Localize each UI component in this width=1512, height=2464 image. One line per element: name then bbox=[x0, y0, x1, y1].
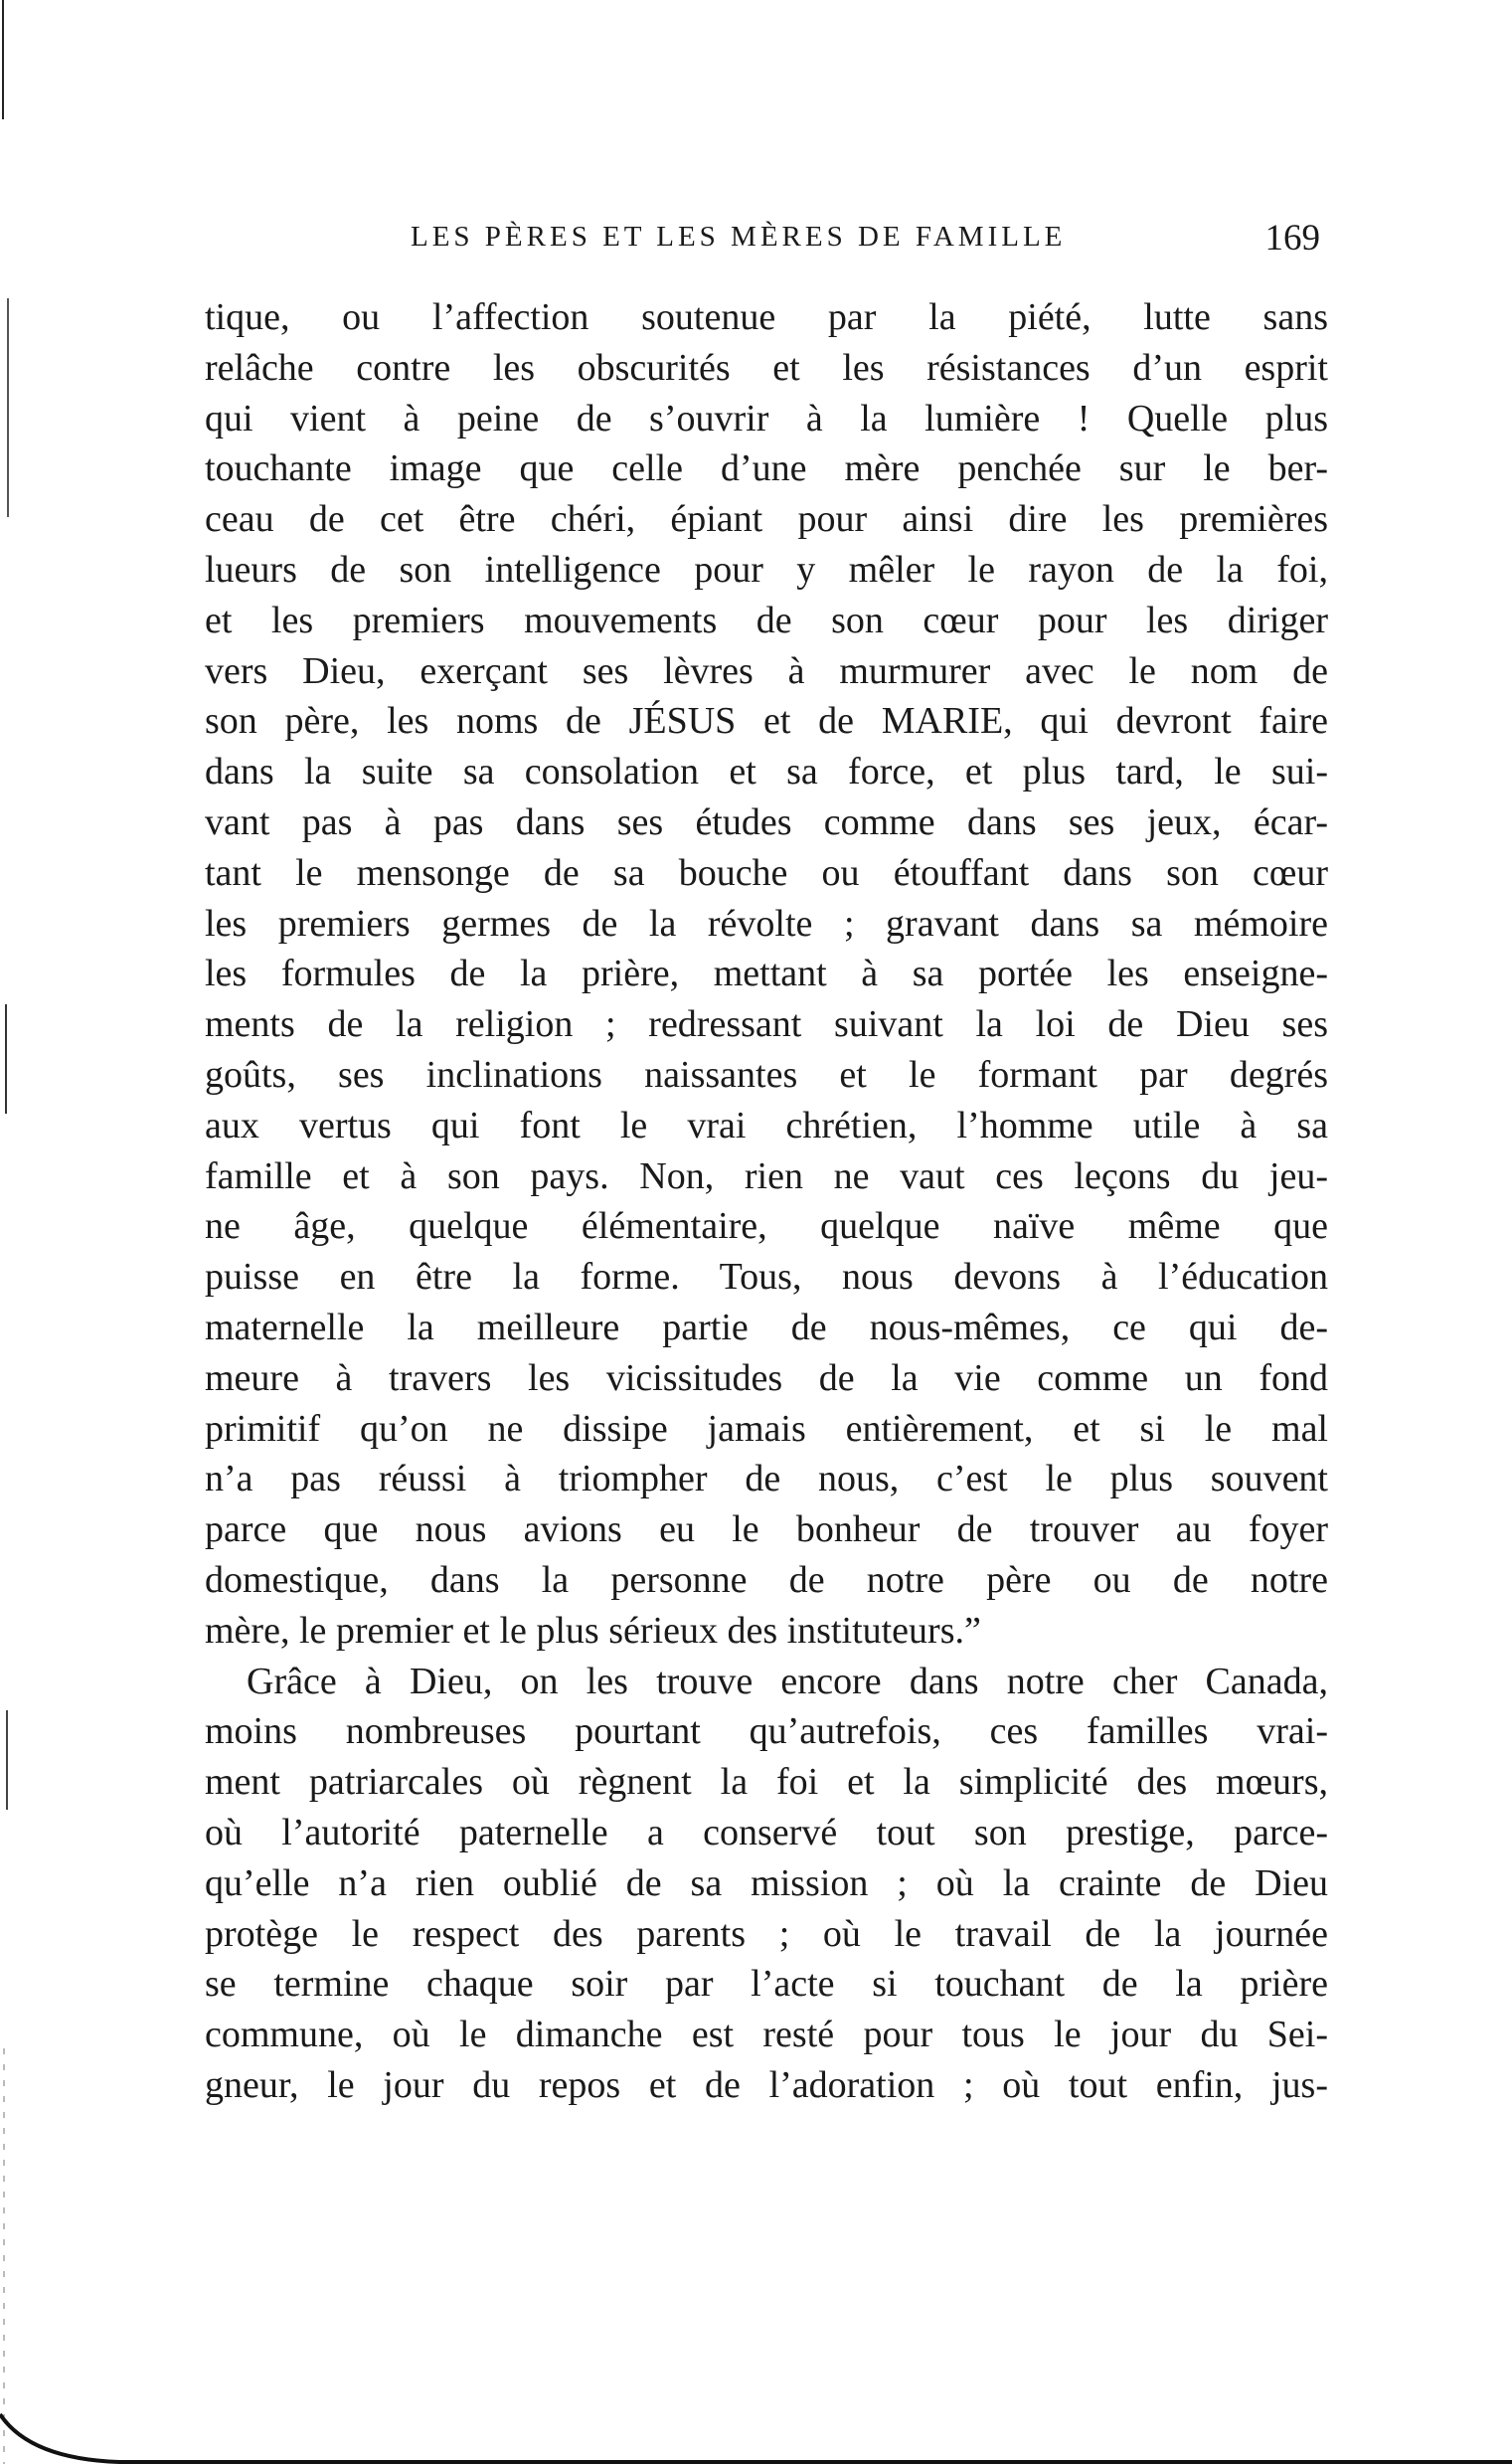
text-line: touchante image que celle d’une mère penchée sur le ber- bbox=[205, 447, 1328, 490]
text-line: ments de la religion ; redressant suivant la loi de Dieu ses bbox=[205, 1003, 1328, 1046]
text-line: domestique, dans la personne de notre père ou de notre bbox=[205, 1558, 1328, 1601]
text-line: meure à travers les vicissitudes de la vie comme un fond bbox=[205, 1356, 1328, 1399]
running-head: LES PÈRES ET LES MÈRES DE FAMILLE bbox=[411, 221, 1067, 253]
text-line: lueurs de son intelligence pour y mêler le rayon de la foi, bbox=[205, 548, 1328, 591]
text-line: se termine chaque soir par l’acte si touchant de la prière bbox=[205, 1963, 1328, 2006]
text-line-paragraph-end: mère, le premier et le plus sérieux des instituteurs.” bbox=[205, 1609, 981, 1652]
text-line: parce que nous avions eu le bonheur de trouver au foyer bbox=[205, 1508, 1328, 1551]
text-line: dans la suite sa consolation et sa force, et plus tard, le sui- bbox=[205, 751, 1328, 793]
text-line: ne âge, quelque élémentaire, quelque naïve même que bbox=[205, 1205, 1328, 1248]
text-line: son père, les noms de JÉSUS et de MARIE, qui devront faire bbox=[205, 700, 1328, 743]
page-header bbox=[207, 218, 1320, 270]
text-line: tique, ou l’affection soutenue par la piété, lutte sans bbox=[205, 296, 1328, 338]
text-line: les formules de la prière, mettant à sa portée les enseigne- bbox=[205, 953, 1328, 995]
text-line: tant le mensonge de sa bouche ou étouffant dans son cœur bbox=[205, 851, 1328, 894]
text-line: ment patriarcales où règnent la foi et la simplicité des mœurs, bbox=[205, 1761, 1328, 1804]
text-line: et les premiers mouvements de son cœur pour les diriger bbox=[205, 599, 1328, 641]
text-line: qu’elle n’a rien oublié de sa mission ; où la crainte de Dieu bbox=[205, 1861, 1328, 1904]
text-line: n’a pas réussi à triompher de nous, c’est le plus souvent bbox=[205, 1458, 1328, 1500]
body-text bbox=[205, 292, 1328, 2111]
text-line: où l’autorité paternelle a conservé tout son prestige, parce- bbox=[205, 1811, 1328, 1853]
text-line: vant pas à pas dans ses études comme dans ses jeux, écar- bbox=[205, 800, 1328, 843]
page-number: 169 bbox=[1264, 218, 1320, 259]
text-line: moins nombreuses pourtant qu’autrefois, ces familles vrai- bbox=[205, 1710, 1328, 1753]
text-line: puisse en être la forme. Tous, nous devons à l’éducation bbox=[205, 1256, 1328, 1299]
text-line: maternelle la meilleure partie de nous-mêmes, ce qui de- bbox=[205, 1306, 1328, 1348]
scan-bottom-edge bbox=[0, 2404, 1512, 2464]
text-line: primitif qu’on ne dissipe jamais entièrement, et si le mal bbox=[205, 1407, 1328, 1450]
text-line: gneur, le jour du repos et de l’adoration ; où tout enfin, jus- bbox=[205, 2063, 1328, 2106]
text-line: ceau de cet être chéri, épiant pour ainsi dire les premières bbox=[205, 498, 1328, 541]
scan-left-edge bbox=[0, 0, 26, 2464]
text-line: protège le respect des parents ; où le travail de la journée bbox=[205, 1912, 1328, 1955]
text-line: relâche contre les obscurités et les résistances d’un esprit bbox=[205, 346, 1328, 389]
text-line: les premiers germes de la révolte ; gravant dans sa mémoire bbox=[205, 902, 1328, 945]
text-line: qui vient à peine de s’ouvrir à la lumière ! Quelle plus bbox=[205, 397, 1328, 440]
text-line: vers Dieu, exerçant ses lèvres à murmurer avec le nom de bbox=[205, 649, 1328, 692]
text-line-paragraph-start: Grâce à Dieu, on les trouve encore dans notre cher Canada, bbox=[247, 1660, 1328, 1702]
text-line: goûts, ses inclinations naissantes et le formant par degrés bbox=[205, 1053, 1328, 1096]
text-line: aux vertus qui font le vrai chrétien, l’homme utile à sa bbox=[205, 1104, 1328, 1146]
text-line: commune, où le dimanche est resté pour tous le jour du Sei- bbox=[205, 2014, 1328, 2056]
text-line: famille et à son pays. Non, rien ne vaut ces leçons du jeu- bbox=[205, 1154, 1328, 1197]
